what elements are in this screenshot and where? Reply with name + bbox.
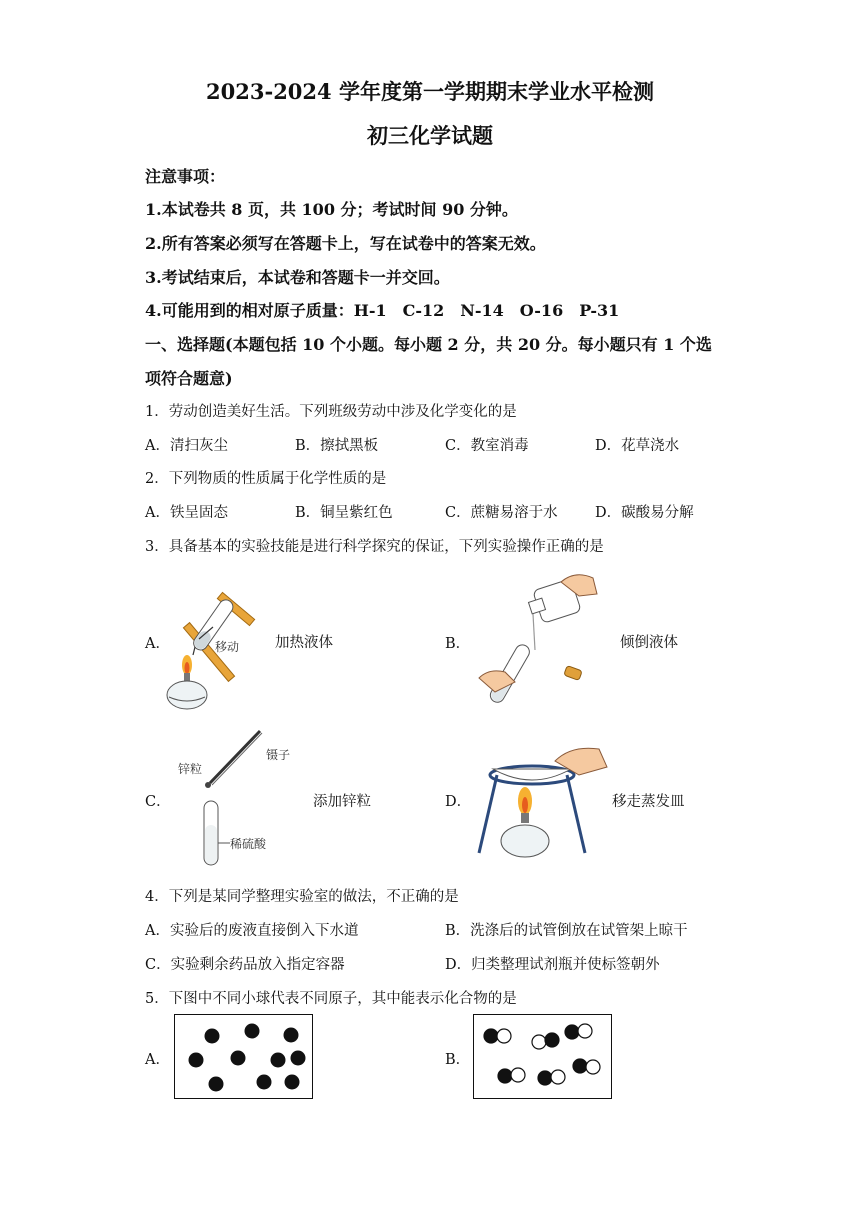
q5-stem: 5．下图中不同小球代表不同原子，其中能表示化合物的是 xyxy=(145,991,517,1007)
tweezers-label: 镊子 xyxy=(266,748,291,762)
q2-option-c: C．蔗糖易溶于水 xyxy=(445,505,558,521)
q3-stem: 3．具备基本的实验技能是进行科学探究的保证，下列实验操作正确的是 xyxy=(145,539,604,555)
q4-stem: 4．下列是某同学整理实验室的做法，不正确的是 xyxy=(145,889,459,905)
q2-option-b: B．铜呈紫红色 xyxy=(295,505,393,521)
q2-option-a: A．铁呈固态 xyxy=(145,505,228,521)
exam-title: 2023-2024 学年度第一学期期末学业水平检测 xyxy=(206,79,654,104)
q3-option-b-caption: 倾倒液体 xyxy=(620,635,678,651)
section1-heading: 一、选择题(本题包括 10 个小题。每小题 2 分，共 20 分。每小题只有 1 个选 xyxy=(145,335,712,354)
q4-option-c: C．实验剩余药品放入指定容器 xyxy=(145,957,345,973)
q5-option-a: A． xyxy=(145,1052,170,1068)
q4-option-b: B．洗涤后的试管倒放在试管架上晾干 xyxy=(445,923,688,939)
evaporating-dish-figure xyxy=(475,745,615,865)
q3-option-c-caption: 添加锌粒 xyxy=(313,794,371,810)
notice-item-1: 1.本试卷共 8 页，共 100 分；考试时间 90 分钟。 xyxy=(145,200,518,219)
q5-figure-b xyxy=(473,1014,613,1100)
notice-item-3: 3.考试结束后，本试卷和答题卡一并交回。 xyxy=(145,268,450,287)
notice-heading: 注意事项： xyxy=(145,167,226,186)
exam-subtitle: 初三化学试题 xyxy=(367,123,493,148)
notice-item-4: 4.可能用到的相对原子质量：H-1 C-12 N-14 O-16 P-31 xyxy=(145,301,620,320)
notice-item-2: 2.所有答案必须写在答题卡上，写在试卷中的答案无效。 xyxy=(145,234,546,253)
heating-liquid-figure xyxy=(165,595,275,715)
q1-option-d: D．花草浇水 xyxy=(595,438,680,454)
q3-option-d-caption: 移走蒸发皿 xyxy=(612,794,685,810)
q3-option-c-letter: C． xyxy=(145,794,171,810)
q3-option-a-letter: A． xyxy=(145,636,170,652)
q2-option-d: D．碳酸易分解 xyxy=(595,505,694,521)
section1-heading-cont: 项符合题意) xyxy=(145,369,233,388)
q1-stem: 1．劳动创造美好生活。下列班级劳动中涉及化学变化的是 xyxy=(145,404,517,420)
q4-option-a: A．实验后的废液直接倒入下水道 xyxy=(145,923,359,939)
q3-option-a-caption: 加热液体 xyxy=(275,635,333,651)
pouring-liquid-figure xyxy=(475,570,615,720)
q3-option-b-letter: B． xyxy=(445,636,471,652)
dilute-acid-label: 稀硫酸 xyxy=(230,837,267,851)
q3-option-d-letter: D． xyxy=(445,794,472,810)
adding-zinc-figure xyxy=(170,725,290,870)
q5-figure-a xyxy=(174,1014,314,1100)
q1-option-c: C．教室消毒 xyxy=(445,438,529,454)
q1-option-b: B．擦拭黑板 xyxy=(295,438,379,454)
q5-option-b: B． xyxy=(445,1052,471,1068)
q1-option-a: A．清扫灰尘 xyxy=(145,438,228,454)
q4-option-d: D．归类整理试剂瓶并使标签朝外 xyxy=(445,957,660,973)
q2-stem: 2．下列物质的性质属于化学性质的是 xyxy=(145,471,387,487)
zinc-label: 锌粒 xyxy=(178,762,203,776)
move-label: 移动 xyxy=(215,640,240,654)
